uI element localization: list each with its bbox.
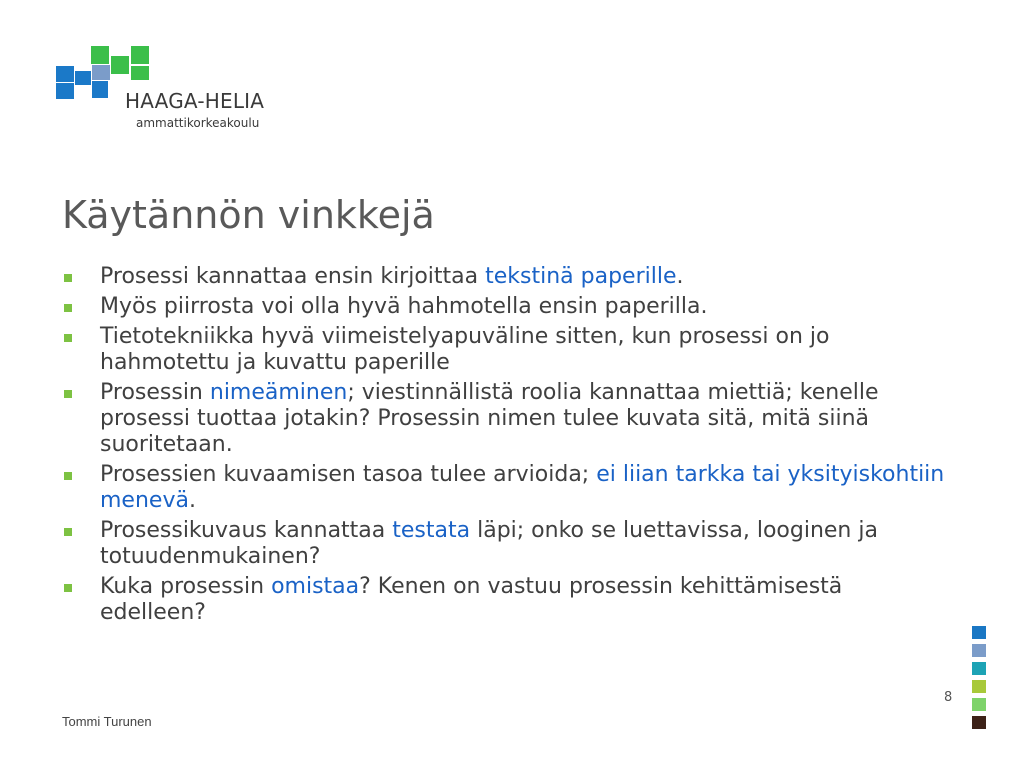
logo-square bbox=[56, 83, 74, 99]
bullet-item bbox=[62, 380, 952, 458]
bullet-marker-icon bbox=[64, 334, 72, 342]
bullet-text: Myös piirrosta voi olla hyvä hahmotella ensin paperilla. bbox=[100, 294, 708, 319]
bullet-marker-icon bbox=[64, 528, 72, 536]
bullet-item bbox=[62, 324, 952, 376]
bullet-item bbox=[62, 462, 952, 514]
logo-square bbox=[75, 71, 91, 85]
bullet-marker-icon bbox=[64, 584, 72, 592]
bullet-text: . bbox=[188, 488, 196, 513]
logo-square bbox=[56, 66, 74, 82]
highlighted-text: tekstinä paperille bbox=[485, 264, 677, 289]
deco-square bbox=[972, 644, 986, 657]
logo-square bbox=[131, 66, 149, 80]
deco-square bbox=[972, 680, 986, 693]
highlighted-text: testata bbox=[392, 518, 471, 543]
haaga-helia-logo bbox=[56, 46, 286, 136]
bullet-text: ? Kenen on vastuu prosessin kehittämisestä edelleen? bbox=[100, 574, 843, 625]
highlighted-text: nimeäminen bbox=[209, 380, 348, 405]
bullet-text: Prosessi kannattaa ensin kirjoittaa bbox=[100, 264, 486, 289]
bullet-text: Prosessikuvaus kannattaa bbox=[100, 518, 393, 543]
decorative-squares bbox=[972, 626, 988, 734]
bullet-marker-icon bbox=[64, 304, 72, 312]
bullet-marker-icon bbox=[64, 274, 72, 282]
bullet-text: Prosessin bbox=[100, 380, 210, 405]
bullet-marker-icon bbox=[64, 472, 72, 480]
logo-square bbox=[92, 65, 110, 80]
logo-square bbox=[92, 81, 108, 98]
bullet-list bbox=[62, 264, 952, 630]
highlighted-text: ei liian tarkka tai yksityiskohtiin menevä bbox=[100, 462, 945, 513]
bullet-text: Tietotekniikka hyvä viimeistelyapuväline sitten, kun prosessi on jo hahmotettu ja kuvattu paperille bbox=[100, 324, 830, 375]
deco-square bbox=[972, 698, 986, 711]
deco-square bbox=[972, 626, 986, 639]
bullet-text: läpi; onko se luettavissa, looginen ja totuudenmukainen? bbox=[100, 518, 878, 569]
bullet-text: Prosessien kuvaamisen tasoa tulee arvioida; bbox=[100, 462, 597, 487]
bullet-text: Kuka prosessin bbox=[100, 574, 272, 599]
deco-square bbox=[972, 662, 986, 675]
logo-square bbox=[91, 46, 109, 64]
bullet-item bbox=[62, 264, 952, 290]
bullet-marker-icon bbox=[64, 390, 72, 398]
author-footer: Tommi Turunen bbox=[62, 714, 152, 729]
logo-subtitle: ammattikorkeakoulu bbox=[136, 116, 260, 130]
logo-square bbox=[131, 46, 149, 64]
bullet-text: ; viestinnällistä roolia kannattaa miettiä; kenelle prosessi tuottaa jotakin? Prosessin nimen tulee kuvata sitä, mitä siinä suoritetaan. bbox=[100, 380, 879, 457]
bullet-item bbox=[62, 294, 952, 320]
deco-square bbox=[972, 716, 986, 729]
highlighted-text: omistaa bbox=[271, 574, 360, 599]
bullet-text: . bbox=[676, 264, 684, 289]
slide-title: Käytännön vinkkejä bbox=[62, 193, 435, 237]
bullet-item bbox=[62, 574, 952, 626]
page-number: 8 bbox=[944, 690, 953, 705]
logo-name: HAAGA-HELIA bbox=[125, 89, 265, 113]
bullet-item bbox=[62, 518, 952, 570]
logo-square bbox=[111, 56, 129, 74]
